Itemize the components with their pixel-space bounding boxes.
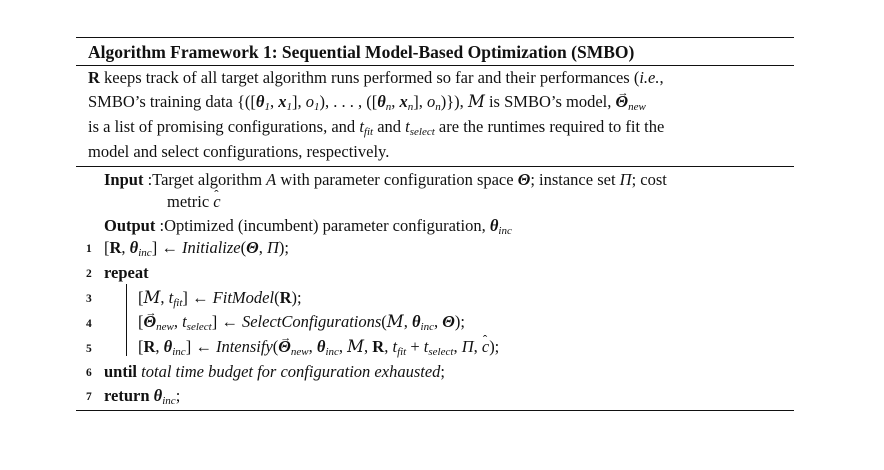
step-1: [R, $\theta_{inc}$] ← Initialize(Θ, Π); [104,238,289,259]
line-number-3: 3 [86,293,92,305]
line-number-2: 2 [86,268,92,280]
step-2-repeat: repeat [104,263,149,282]
input-line-2: metric ˆ c [167,192,221,212]
loop-body-bar [126,284,127,356]
title-rule [76,65,794,66]
description-line-4: model and select configurations, respectively. [88,142,390,161]
line-number-5: 5 [86,343,92,355]
line-number-4: 4 [86,318,92,330]
description-rule [76,166,794,167]
step-6-until: until total time budget for configuration exhausted; [104,362,446,381]
line-number-7: 7 [86,391,92,403]
output-line: Output :Optimized (incumbent) parameter configuration, $\theta_{inc}$ [104,216,512,237]
line-number-6: 6 [86,367,92,379]
top-rule [76,37,794,38]
line-number-1: 1 [86,243,92,255]
input-line: Input :Target algorithm A with parameter configuration space Θ; instance set Π; cost [104,170,667,189]
description-line-2: SMBO’s training data {([$\theta_1$, $x_1$], $o_1$), . . . , ([$\theta_n$, $x_n$], $o_n$)}), M is SMBO’s model, → $\Theta_{new}$ [88,92,646,112]
step-4: [→ $\Theta_{new}$, $t_{select}$] ← SelectConfigurations(M, $\theta_{inc}$, Θ); [138,312,465,332]
bottom-rule [76,410,794,411]
algorithm-title: Algorithm Framework 1: Sequential Model-Based Optimization (SMBO) [88,42,635,62]
description-line-3: is a list of promising configurations, and $t_{fit}$ and $t_{select}$ are the runtimes required to fit the [88,117,665,138]
step-3: [M, $t_{fit}$] ← FitModel(R); [138,288,302,309]
description-line-1: R keeps track of all target algorithm runs performed so far and their performances (i.e., [88,68,664,87]
step-7-return: return $\theta_{inc}$; [104,386,181,407]
step-5: [R, $\theta_{inc}$] ← Intensify(→ $\Theta_{new}$, $\theta_{inc}$, M, R, $t_{fit} + t_{select}$, Π, ˆ c); [138,337,499,357]
